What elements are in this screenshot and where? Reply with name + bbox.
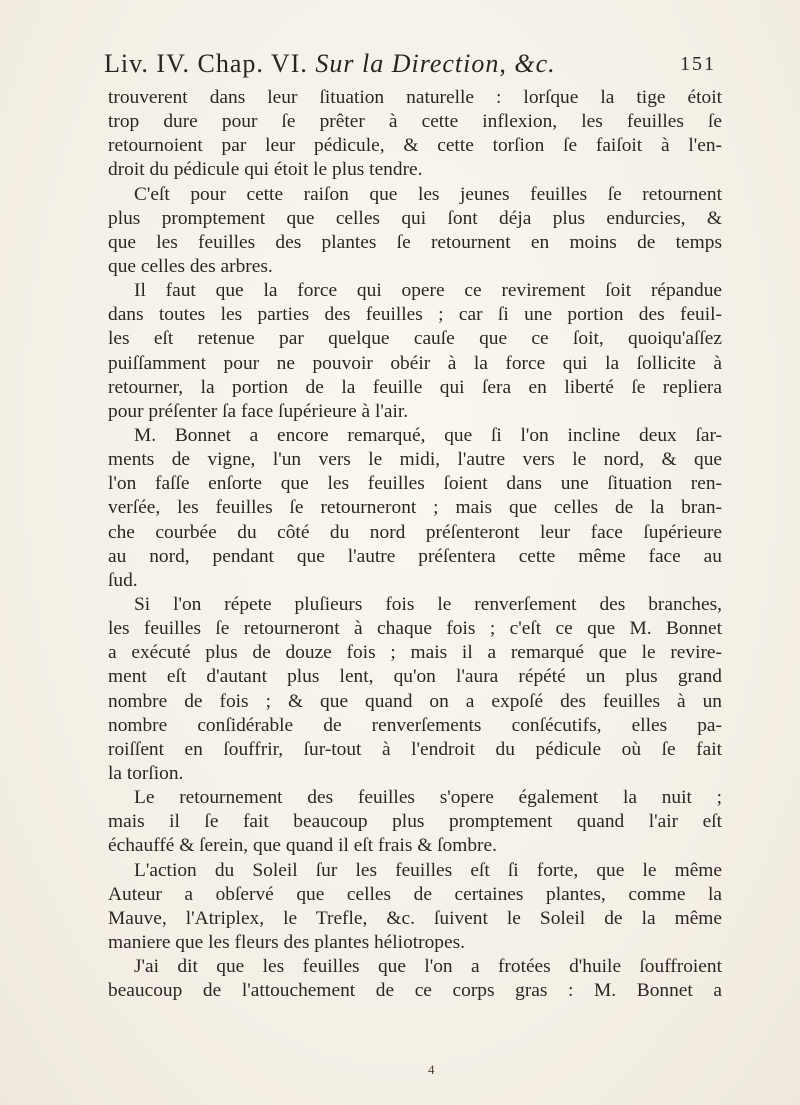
text-line: Si l'on répete pluſieurs fois le renverſement des branches, [134,593,722,615]
text-line: mais il ſe fait beaucoup plus promptement quand l'air eſt [108,811,722,833]
text-line: L'action du Soleil ſur les feuilles eſt ſi forte, que le même [134,859,722,881]
running-head [104,49,556,79]
text-line: Il faut que la force qui opere ce revirement ſoit répandue [134,280,722,302]
text-line: che courbée du côté du nord préſenteront leur face ſupérieure [108,521,722,543]
text-line: puiſſamment pour ne pouvoir obéir à la force qui la ſollicite à [108,352,722,374]
text-line: au nord, pendant que l'autre préſentera cette même face au [108,545,722,567]
page-header [104,49,716,85]
text-line: M. Bonnet a encore remarqué, que ſi l'on incline deux ſar- [134,424,722,446]
text-line: retournoient par leur pédicule, & cette torſion ſe faiſoit à l'en- [108,135,722,157]
text-line: dans toutes les parties des feuilles ; car ſi une portion des feuil- [108,304,722,326]
text-line: que les feuilles des plantes ſe retournent en moins de temps [108,231,722,253]
text-line: C'eſt pour cette raiſon que les jeunes feuilles ſe retournent [134,183,722,205]
text-line: la torſion. [108,762,184,784]
running-head-prefix: Liv. IV. Chap. VI. [104,49,308,78]
text-line: échauffé & ſerein, que quand il eſt frais & ſombre. [108,835,497,857]
text-line: plus promptement que celles qui ſont déja plus endurcies, & [108,207,722,229]
text-line: J'ai dit que les feuilles que l'on a frotées d'huile ſouffroient [134,956,722,978]
text-line: a exécuté plus de douze fois ; mais il a remarqué que le revire- [108,642,722,664]
body-text [108,86,722,1003]
text-line: Mauve, l'Atriplex, le Trefle, &c. ſuivent le Soleil de la même [108,907,722,929]
text-line: Auteur a obſervé que celles de certaines plantes, comme la [108,883,722,905]
text-line: roiſſent en ſouffrir, ſur-tout à l'endroit du pédicule où ſe fait [108,738,722,760]
text-line: que celles des arbres. [108,255,273,277]
text-line: ment eſt d'autant plus lent, qu'on l'aura répété un plus grand [108,666,722,688]
running-head-title: Sur la Direction, &c. [315,49,556,78]
text-line: maniere que les fleurs des plantes héliotropes. [108,931,465,953]
text-line: nombre conſidérable de renverſements conſécutifs, elles pa- [108,714,722,736]
text-line: pour préſenter ſa face ſupérieure à l'air. [108,400,409,422]
text-line: trouverent dans leur ſituation naturelle : lorſque la tige étoit [108,87,722,108]
text-line: l'on faſſe enſorte que les feuilles ſoient dans une ſituation ren- [108,473,722,495]
text-line: les eſt retenue par quelque cauſe que ce ſoit, quoiqu'aſſez [108,328,722,350]
signature-mark: 4 [428,1062,435,1077]
text-line: trop dure pour ſe prêter à cette inflexion, les feuilles ſe [108,111,722,133]
text-line: beaucoup de l'attouchement de ce corps gras : M. Bonnet a [108,980,722,1002]
text-line: Le retournement des feuilles s'opere également la nuit ; [134,787,722,809]
text-line: ments de vigne, l'un vers le midi, l'autre vers le nord, & que [108,449,722,471]
text-line: retourner, la portion de la feuille qui ſera en liberté ſe repliera [108,376,722,398]
text-line: les feuilles ſe retourneront à chaque fois ; c'eſt ce que M. Bonnet [108,618,722,640]
text-line: droit du pédicule qui étoit le plus tendre. [108,159,423,181]
text-line: verſée, les feuilles ſe retourneront ; mais que celles de la bran- [108,497,722,519]
text-line: ſud. [108,569,138,591]
text-line: nombre de fois ; & que quand on a expoſé des feuilles à un [108,690,722,712]
page-number: 151 [680,53,716,75]
